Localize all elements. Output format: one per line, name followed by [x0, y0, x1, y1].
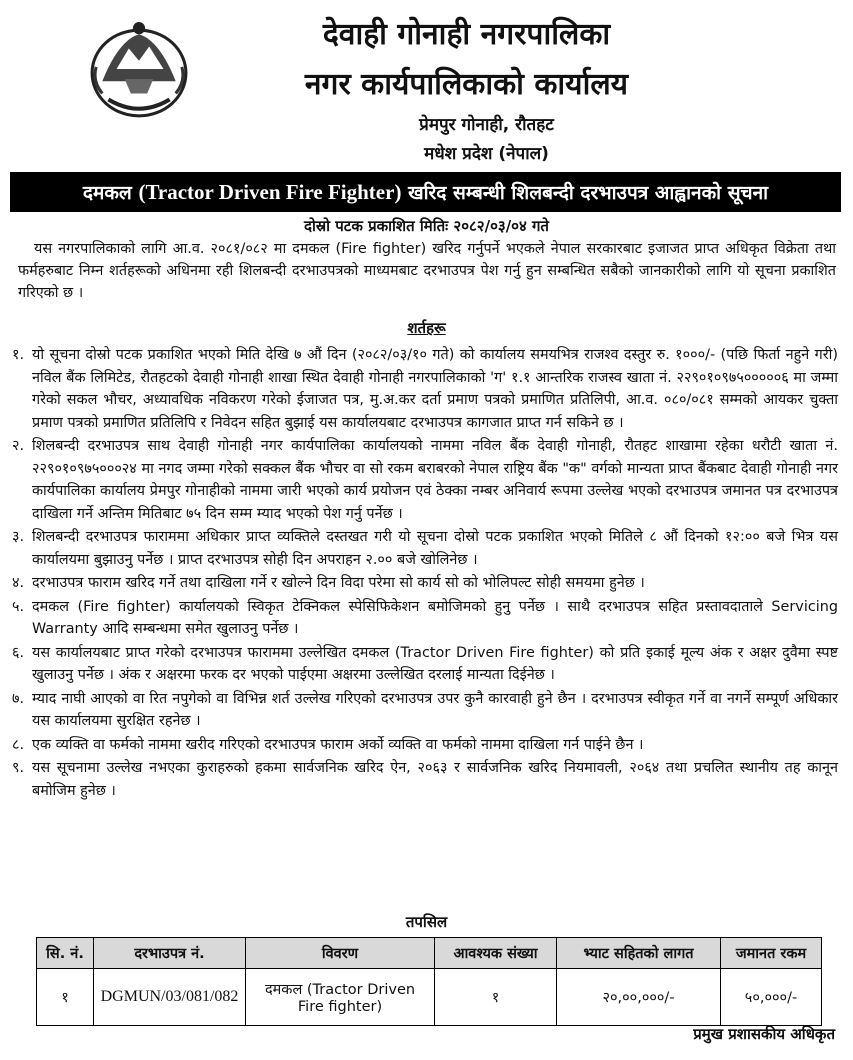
cell-cost: २०,००,०००/- [557, 969, 721, 1026]
cell-sn: १ [37, 969, 94, 1026]
notice-title-en: (Tractor Driven Fire Fighter) [138, 179, 402, 204]
notice-title-post: खरिद सम्बन्धी शिलबन्दी दरभाउपत्र आह्वानको सूचना [408, 182, 769, 204]
province-name: मधेश प्रदेश (नेपाल) [424, 144, 549, 164]
condition-item: ३. शिलबन्दी दरभाउपत्र फाराममा अधिकार प्राप्त व्यक्तिले दस्तखत गरी यो सूचना दोस्रो पटक प्रकाशित भएको मितिले ८ औं दिनको १२:०० बजे भित्र यस कार्यालयमा बुझाउनु पर्नेछ । प्राप्त दरभाउपत्र सोही दिन अपराहन २.०० बजे खोलिनेछ । [12, 529, 838, 568]
office-address: प्रेमपुर गोनाही, रौतहट [419, 115, 554, 135]
cell-description: दमकल (Tractor Driven Fire fighter) [246, 969, 435, 1026]
condition-item: ७. म्याद नाघी आएको वा रित नपुगेको वा विभिन्न शर्त उल्लेख गरिएको दरभाउपत्र उपर कुनै कारवाही हुने छैन । दरभाउपत्र स्वीकृत गर्ने वा नगर्ने सम्पूर्ण अधिकार यस कार्यालयमा सुरक्षित रहनेछ । [12, 690, 838, 729]
conditions-heading: शर्तहरू [407, 319, 446, 337]
cell-tender-no: DGMUN/03/081/082 [94, 969, 246, 1026]
condition-item: ५. दमकल (Fire fighter) कार्यालयको स्विकृत टेक्निकल स्पेसिफिकेशन बमोजिमको हुनु पर्नेछ । साथै दरभाउपत्र सहित प्रस्तावदाताले Servicing Warranty आदि सम्बन्धमा समेत खुलाउनु पर्नेछ । [12, 598, 838, 637]
col-header-cost: भ्याट सहितको लागत [557, 938, 721, 969]
table-row [37, 969, 822, 1026]
cell-security: ५०,०००/- [721, 969, 822, 1026]
col-header-tender-no: दरभाउपत्र नं. [94, 938, 246, 969]
office-name: नगर कार्यपालिकाको कार्यालय [304, 67, 629, 102]
signoff-title: प्रमुख प्रशासकीय अधिकृत [693, 1025, 835, 1043]
notice-title-pre: दमकल [82, 182, 132, 204]
col-header-quantity: आवश्यक संख्या [435, 938, 557, 969]
tender-schedule-table [36, 937, 822, 1026]
condition-item: ९. यस सूचनामा उल्लेख नभएका कुराहरुको हकमा सार्वजनिक खरिद ऐन, २०६३ र सार्वजनिक खरिद नियमावली, २०६४ तथा प्रचलित स्थानीय तह कानून बमोजिम हुनेछ । [12, 760, 838, 799]
col-header-description: विवरण [246, 938, 435, 969]
table-header-row [37, 938, 822, 969]
notice-title-banner [10, 172, 841, 212]
letterhead [0, 0, 853, 172]
intro-paragraph: यस नगरपालिकाको लागि आ.व. २०८१/०८२ मा दमकल (Fire fighter) खरिद गर्नुपर्ने भएकले नेपाल सरकारबाट इजाजत प्राप्त अधिकृत विक्रेता तथा फर्महरुबाट निम्न शर्तहरूको अधिनमा रही शिलबन्दी दरभाउपत्रको माध्यमबाट दरभाउपत्र पेश गर्नु हुन सम्बन्धित सबैको जानकारीको लागि यो सूचना प्रकाशित गरिएको छ । [18, 241, 836, 301]
col-header-sn: सि. नं. [37, 938, 94, 969]
col-header-security: जमानत रकम [721, 938, 822, 969]
condition-item: ८. एक व्यक्ति वा फर्मको नाममा खरीद गरिएको दरभाउपत्र फाराम अर्को व्यक्ति वा फर्मको नाममा दाखिला गर्न पाईने छैन । [12, 736, 644, 753]
cell-quantity: १ [435, 969, 557, 1026]
condition-item: १. यो सूचना दोस्रो पटक प्रकाशित भएको मिति देखि ७ औं दिन (२०८२/०३/१० गते) को कार्यालय समयभित्र राजश्व दस्तुर रु. १०००/- (पछि फिर्ता नहुने गरी) नविल बैंक लिमिटेड, रौतहटको देवाही गोनाही शाखा स्थित देवाही गोनाही नगरपालिकाको 'ग' १.१ आन्तरिक राजस्व खाता नं. २२९०१०९७५०००००६ मा जम्मा गरेको सकल भौचर, अध्यावधिक नविकरण गरेको ईजाजत पत्र, मु.अ.कर दर्ता प्रमाण पत्रको प्रमाणित प्रतिलिपी, आ.व. ०८०/०८१ सम्मको आयकर चुक्ता प्रमाण पत्रको प्रमाणित प्रतिलिपि र निवेदन सहित बुझाई यस कार्यालयबाट दरभाउपत्र कागजात प्राप्त गर्न सकिने छ । [12, 347, 838, 431]
condition-item: ६. यस कार्यालयबाट प्राप्त गरेको दरभाउपत्र फाराममा उल्लेखित दमकल (Tractor Driven Fire fighter) को प्रति इकाई मूल्य अंक र अक्षर दुवैमा स्पष्ट खुलाउनु पर्नेछ । अंक र अक्षरमा फरक दर भएको पाईएमा अक्षरमा उल्लेखित दरलाई मान्यता दिईनेछ । [12, 644, 838, 683]
publication-date: दोस्रो पटक प्रकाशित मितिः २०८२/०३/०४ गते [304, 217, 549, 235]
municipality-name: देवाही गोनाही नगरपालिका [322, 17, 611, 52]
condition-item: ४. दरभाउपत्र फाराम खरिद गर्ने तथा दाखिला गर्ने र खोल्ने दिन विदा परेमा सो कार्य सो को भोलिपल्ट सोही समयमा हुनेछ । [12, 575, 645, 591]
condition-item: २. शिलबन्दी दरभाउपत्र साथ देवाही गोनाही नगर कार्यपालिका कार्यालयको नाममा नविल बैंक देवाही गोनाही, रौतहट शाखामा रहेका धरौटी खाता नं. २२९०१०९७५०००२४ मा नगद जम्मा गरेको सक्कल बैंक भौचर वा सो रकम बराबरको नेपाल राष्ट्रिय बैंक "क" वर्गको मान्यता प्राप्त बैंकबाट देवाही गोनाही नगर कार्यपालिका कार्यालय प्रेमपुर गोनाहीको नाममा जारी भएको कार्य प्रयोजन एवं ठेक्का नम्बर अनिवार्य रूपमा उल्लेख भएको दरभाउपत्र जमानत पत्र दरभाउपत्र दाखिला गर्ने अन्तिम मितिबाट ७५ दिन सम्म म्याद भएको पेश गर्नु पर्नेछ । [12, 438, 838, 522]
conditions-list [12, 344, 838, 803]
schedule-heading: तपसिल [405, 913, 448, 931]
